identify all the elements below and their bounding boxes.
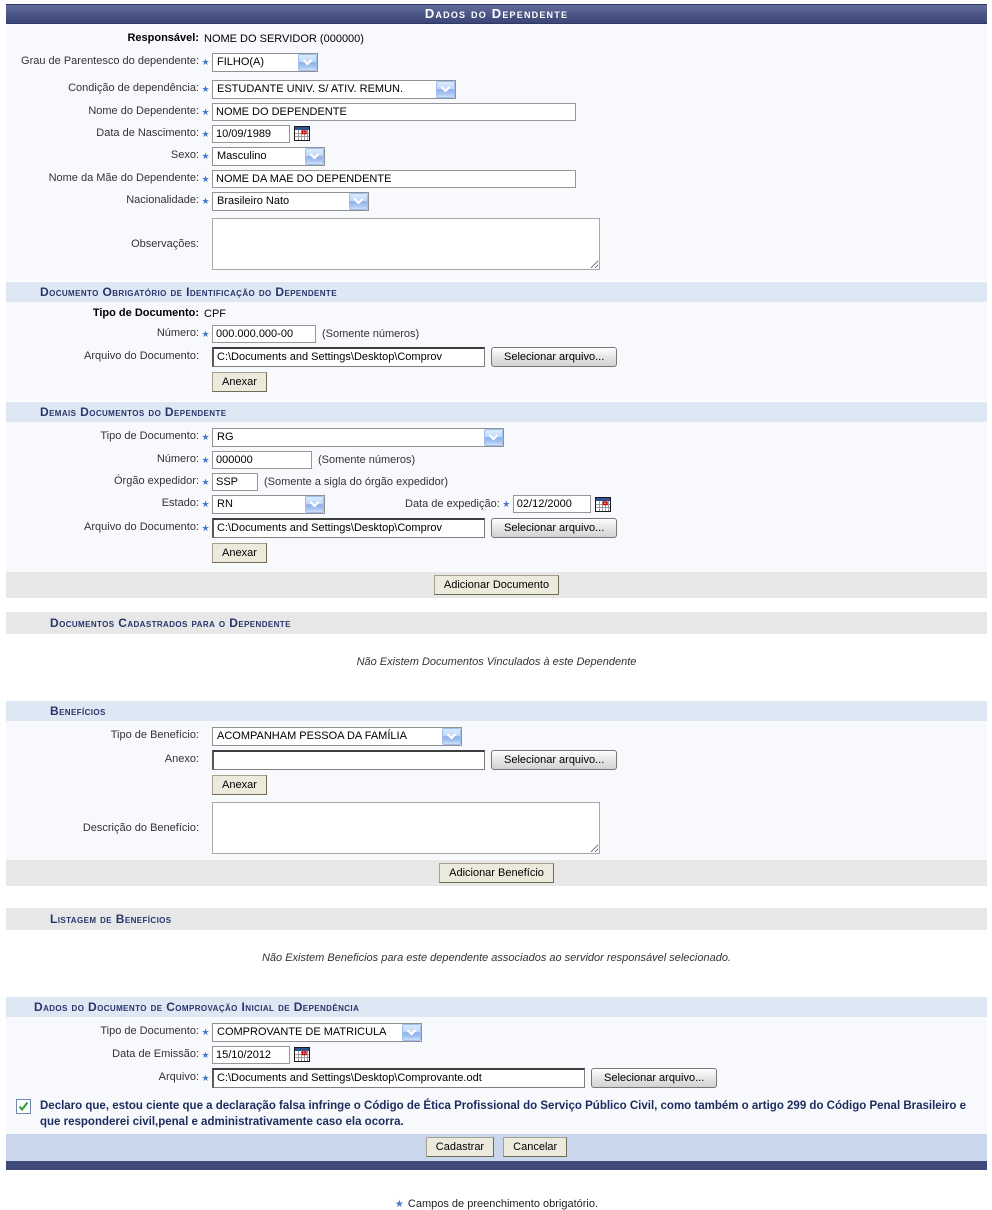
required-star-icon: ★ bbox=[201, 1049, 210, 1060]
data-nascimento-row bbox=[6, 123, 987, 145]
cpf-numero-label: Número: bbox=[156, 326, 199, 339]
tipo-beneficio-select[interactable] bbox=[212, 727, 462, 746]
nacionalidade-select[interactable] bbox=[212, 192, 369, 211]
dependent-form bbox=[6, 4, 987, 1210]
estado-value: RN bbox=[217, 497, 233, 510]
nome-dependente-input[interactable] bbox=[212, 103, 576, 121]
required-fields-note bbox=[6, 1198, 987, 1210]
tipo-beneficio-value: ACOMPANHAM PESSOA DA FAMÍLIA bbox=[217, 729, 407, 742]
grau-parentesco-label: Grau de Parentesco do dependente: bbox=[21, 55, 199, 68]
condicao-select[interactable] bbox=[212, 80, 456, 99]
observacoes-textarea[interactable] bbox=[212, 218, 600, 270]
cpf-numero-input[interactable] bbox=[212, 325, 316, 343]
orgao-expedidor-hint: (Somente a sigla do órgão expedidor) bbox=[264, 475, 449, 488]
required-star-icon: ★ bbox=[201, 432, 210, 442]
comprovacao-tipo-label: Tipo de Documento: bbox=[100, 1025, 199, 1038]
rg-tipo-select[interactable] bbox=[212, 428, 504, 447]
descricao-beneficio-textarea[interactable] bbox=[212, 802, 600, 854]
data-nascimento-input[interactable] bbox=[212, 125, 290, 143]
rg-arquivo-input[interactable] bbox=[212, 518, 485, 538]
required-star-icon: ★ bbox=[201, 57, 210, 68]
required-star-icon: ★ bbox=[201, 1027, 210, 1037]
action-band bbox=[6, 1134, 987, 1161]
section-comprovacao: Dados do Documento de Comprovação Inicial de Dependência bbox=[6, 996, 987, 1017]
nome-dependente-row bbox=[6, 101, 987, 123]
section-doc-obrigatorio: Documento Obrigatório de Identificação do Dependente bbox=[6, 281, 987, 302]
sexo-select[interactable] bbox=[212, 147, 325, 166]
cpf-arquivo-label: Arquivo do Documento: bbox=[84, 349, 199, 362]
orgao-expedidor-input[interactable] bbox=[212, 473, 258, 491]
tipo-documento-cpf-row bbox=[6, 302, 987, 323]
section-documentos-cadastrados: Documentos Cadastrados para o Dependente bbox=[6, 612, 987, 634]
calendar-icon[interactable] bbox=[294, 1047, 310, 1062]
data-nascimento-label: Data de Nascimento: bbox=[96, 126, 199, 139]
required-star-icon: ★ bbox=[201, 84, 210, 95]
required-star-icon: ★ bbox=[502, 499, 511, 509]
tipo-documento-cpf-label: Tipo de Documento: bbox=[92, 306, 199, 319]
sexo-row bbox=[6, 145, 987, 168]
section-demais-documentos: Demais Documentos do Dependente bbox=[6, 401, 987, 422]
rg-numero-row bbox=[6, 449, 987, 471]
sexo-label: Sexo: bbox=[170, 149, 199, 162]
cpf-numero-row bbox=[6, 323, 987, 345]
data-expedicao-label: Data de expedição: bbox=[405, 498, 500, 510]
comprovacao-arquivo-row bbox=[6, 1066, 987, 1093]
anexo-label: Anexo: bbox=[164, 752, 199, 765]
condicao-row bbox=[6, 74, 987, 101]
chevron-down-icon bbox=[349, 193, 368, 210]
declaration-text: Declaro que, estou ciente que a declaração falsa infringe o Código de Ética Profissional do Serviço Público Civil, como também o artigo 299 do Código Penal Brasileiro e que responderei civil,penal e administrativamente caso ela ocorra. bbox=[40, 1099, 966, 1128]
estado-expedicao-row bbox=[6, 493, 987, 516]
adicionar-beneficio-button[interactable]: Adicionar Benefício bbox=[439, 863, 554, 883]
sexo-value: Masculino bbox=[217, 149, 267, 162]
nacionalidade-label: Nacionalidade: bbox=[126, 194, 199, 207]
comprovacao-tipo-select[interactable] bbox=[212, 1023, 422, 1042]
beneficios-form-section bbox=[6, 721, 987, 886]
chevron-down-icon bbox=[305, 496, 324, 513]
cpf-selecionar-arquivo-button[interactable]: Selecionar arquivo... bbox=[491, 347, 617, 367]
condicao-label: Condição de dependência: bbox=[68, 82, 199, 95]
data-emissao-input[interactable] bbox=[212, 1046, 290, 1064]
comprovacao-selecionar-arquivo-button[interactable]: Selecionar arquivo... bbox=[591, 1068, 717, 1088]
observacoes-label: Observações: bbox=[131, 237, 199, 250]
rg-tipo-label: Tipo de Documento: bbox=[100, 430, 199, 443]
orgao-expedidor-row bbox=[6, 471, 987, 493]
nacionalidade-row bbox=[6, 190, 987, 213]
anexo-selecionar-arquivo-button[interactable]: Selecionar arquivo... bbox=[491, 750, 617, 770]
rg-anexar-button[interactable]: Anexar bbox=[212, 543, 267, 563]
nome-mae-input[interactable] bbox=[212, 170, 576, 188]
comprovacao-form-section bbox=[6, 1017, 987, 1093]
nome-mae-row bbox=[6, 168, 987, 190]
rg-arquivo-label: Arquivo do Documento: bbox=[84, 520, 199, 533]
rg-numero-input[interactable] bbox=[212, 451, 312, 469]
declaration-row bbox=[6, 1093, 987, 1134]
check-icon bbox=[18, 1101, 29, 1112]
adicionar-beneficio-band bbox=[6, 860, 987, 886]
grau-parentesco-select[interactable] bbox=[212, 53, 318, 72]
required-star-icon: ★ bbox=[201, 476, 210, 487]
tipo-beneficio-row bbox=[6, 723, 987, 748]
rg-tipo-value: RG bbox=[217, 430, 234, 443]
required-star-icon: ★ bbox=[201, 499, 210, 509]
cadastrar-button[interactable]: Cadastrar bbox=[426, 1137, 494, 1157]
beneficio-anexar-row bbox=[6, 772, 987, 798]
adicionar-documento-button[interactable]: Adicionar Documento bbox=[434, 575, 559, 595]
estado-label: Estado: bbox=[161, 497, 199, 510]
required-star-icon: ★ bbox=[201, 151, 210, 162]
page-title: Dados do Dependente bbox=[6, 4, 987, 24]
chevron-down-icon bbox=[436, 81, 455, 98]
beneficios-empty-message: Não Existem Beneficios para este dependente associados ao servidor responsável selecionado. bbox=[6, 930, 987, 990]
rg-numero-hint: (Somente números) bbox=[318, 453, 416, 466]
chevron-down-icon bbox=[305, 148, 324, 165]
section-listagem-beneficios: Listagem de Benefícios bbox=[6, 908, 987, 930]
required-star-icon: ★ bbox=[201, 128, 210, 139]
data-emissao-row bbox=[6, 1044, 987, 1066]
data-expedicao-input[interactable] bbox=[513, 495, 591, 513]
form-bottom-bar bbox=[6, 1161, 987, 1170]
tipo-beneficio-label: Tipo de Benefício: bbox=[110, 729, 199, 742]
cpf-numero-hint: (Somente números) bbox=[322, 327, 420, 340]
descricao-beneficio-row bbox=[6, 798, 987, 860]
orgao-expedidor-label: Órgão expedidor: bbox=[114, 474, 199, 487]
responsavel-label: Responsável: bbox=[127, 32, 199, 44]
nome-mae-label: Nome da Mãe do Dependente: bbox=[48, 171, 199, 184]
comprovacao-tipo-row bbox=[6, 1019, 987, 1044]
main-form-section bbox=[6, 24, 987, 598]
grau-parentesco-row bbox=[6, 48, 987, 74]
grau-parentesco-value: FILHO(A) bbox=[217, 55, 265, 68]
data-emissao-label: Data de Emissão: bbox=[112, 1047, 199, 1060]
required-star-icon: ★ bbox=[201, 328, 210, 339]
required-star-icon: ★ bbox=[201, 454, 210, 465]
cancelar-button[interactable]: Cancelar bbox=[503, 1137, 567, 1157]
nome-dependente-label: Nome do Dependente: bbox=[88, 104, 199, 117]
estado-select[interactable] bbox=[212, 495, 325, 514]
required-star-icon: ★ bbox=[201, 196, 210, 207]
cpf-anexar-row bbox=[6, 369, 987, 396]
declaration-checkbox[interactable] bbox=[16, 1099, 31, 1114]
chevron-down-icon bbox=[442, 728, 461, 745]
observacoes-row bbox=[6, 213, 987, 276]
descricao-beneficio-label: Descrição do Benefício: bbox=[82, 821, 199, 834]
cpf-arquivo-input[interactable] bbox=[212, 347, 485, 367]
cpf-anexar-button[interactable]: Anexar bbox=[212, 372, 267, 392]
required-star-icon: ★ bbox=[201, 106, 210, 117]
rg-anexar-row bbox=[6, 540, 987, 567]
cpf-arquivo-row bbox=[6, 345, 987, 369]
anexo-input[interactable] bbox=[212, 750, 485, 770]
condicao-value: ESTUDANTE UNIV. S/ ATIV. REMUN. bbox=[217, 82, 404, 95]
adicionar-documento-band bbox=[6, 572, 987, 598]
chevron-down-icon bbox=[402, 1024, 421, 1041]
beneficio-anexar-button[interactable]: Anexar bbox=[212, 775, 267, 795]
section-beneficios: Benefícios bbox=[6, 700, 987, 721]
chevron-down-icon bbox=[298, 54, 317, 71]
required-star-icon: ★ bbox=[201, 173, 210, 184]
responsavel-value: NOME DO SERVIDOR (000000) bbox=[204, 32, 364, 45]
comprovacao-tipo-value: COMPROVANTE DE MATRICULA bbox=[217, 1025, 387, 1038]
required-star-icon: ★ bbox=[201, 522, 210, 533]
comprovacao-arquivo-label: Arquivo: bbox=[158, 1070, 199, 1083]
documentos-empty-message: Não Existem Documentos Vinculados à este Dependente bbox=[6, 634, 987, 694]
tipo-documento-cpf-value: CPF bbox=[204, 307, 226, 320]
required-star-icon: ★ bbox=[201, 1072, 210, 1083]
anexo-row bbox=[6, 748, 987, 772]
required-star-icon: ★ bbox=[394, 1198, 404, 1210]
rg-numero-label: Número: bbox=[156, 452, 199, 465]
required-fields-text: Campos de preenchimento obrigatório. bbox=[407, 1197, 599, 1210]
comprovacao-arquivo-input[interactable] bbox=[212, 1068, 585, 1088]
calendar-icon[interactable] bbox=[294, 126, 310, 141]
rg-tipo-row bbox=[6, 422, 987, 449]
nacionalidade-value: Brasileiro Nato bbox=[217, 194, 290, 207]
rg-arquivo-row bbox=[6, 516, 987, 540]
rg-selecionar-arquivo-button[interactable]: Selecionar arquivo... bbox=[491, 518, 617, 538]
calendar-icon[interactable] bbox=[595, 497, 611, 512]
chevron-down-icon bbox=[484, 429, 503, 446]
responsavel-row bbox=[6, 30, 987, 48]
